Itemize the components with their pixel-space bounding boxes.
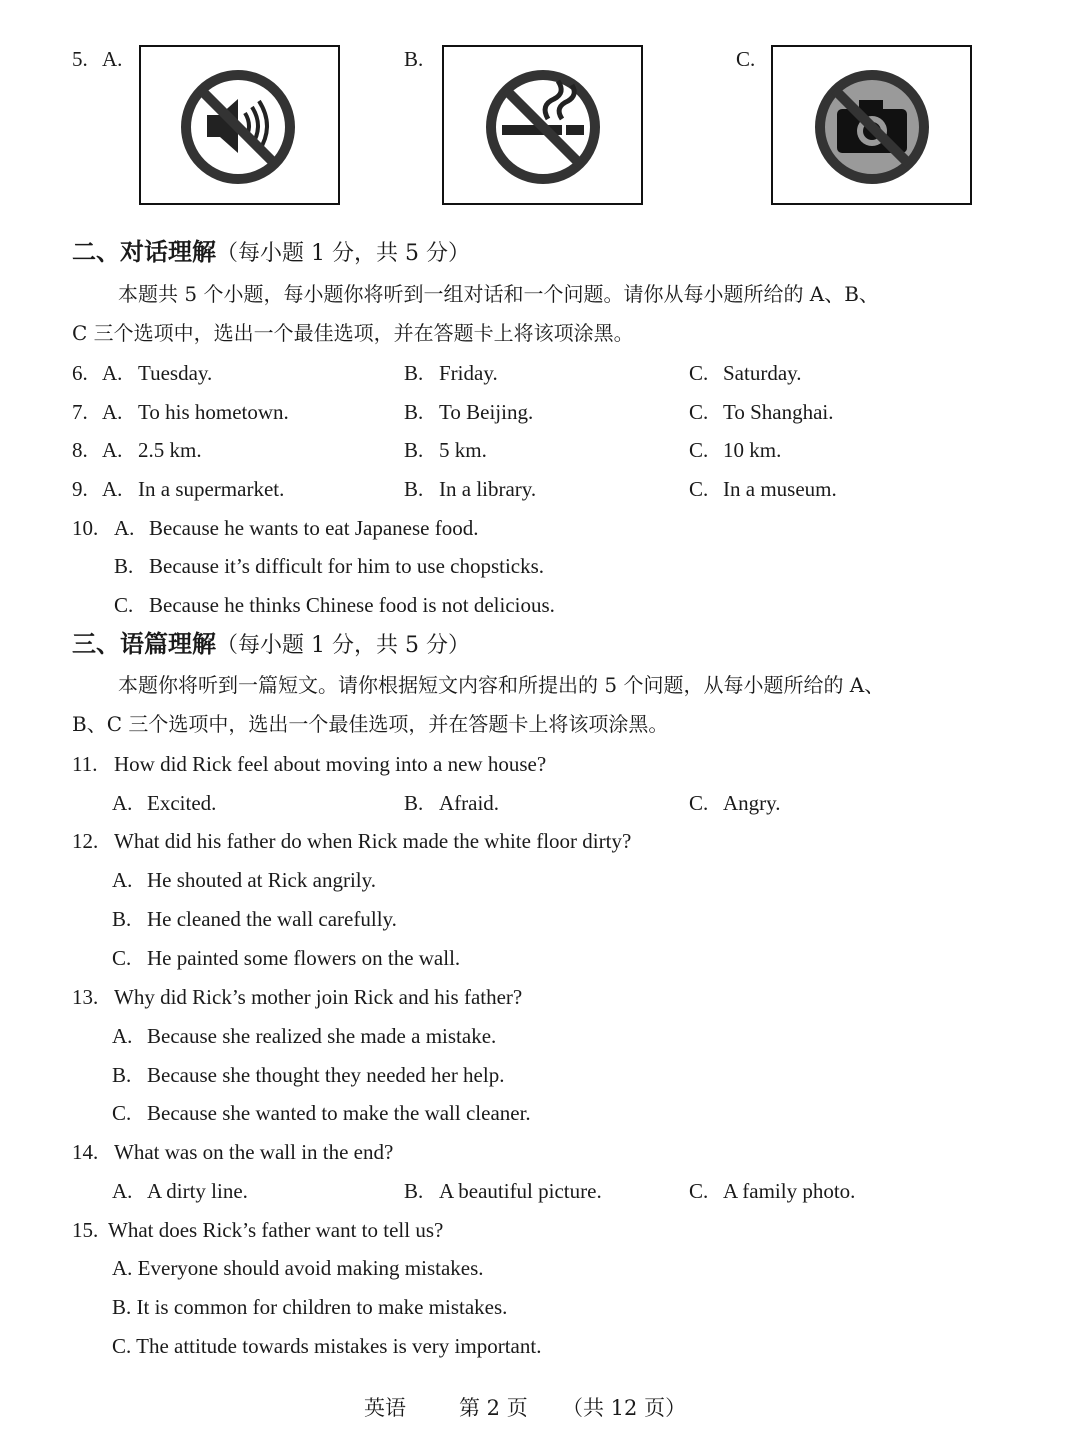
section2-intro-line2: C 三个选项中，选出一个最佳选项，并在答题卡上将该项涂黑。 xyxy=(72,321,634,345)
q6-b-label: B. xyxy=(404,361,424,385)
q8-number: 8. xyxy=(72,438,88,462)
q5-option-a-image xyxy=(139,45,340,205)
q14-question: What was on the wall in the end? xyxy=(114,1140,394,1164)
q5-option-c-image xyxy=(771,45,972,205)
q12-a-text: He shouted at Rick angrily. xyxy=(147,868,377,892)
q14-number: 14. xyxy=(72,1140,99,1164)
q14-a-label: A. xyxy=(112,1179,133,1203)
section2-intro-line1: 本题共 5 个小题，每小题你将听到一组对话和一个问题。请你从每小题所给的 A、B、 xyxy=(118,282,879,306)
q11-question: How did Rick feel about moving into a new house? xyxy=(114,752,547,776)
q11-a-text: Excited. xyxy=(147,791,217,815)
q13-question: Why did Rick’s mother join Rick and his father? xyxy=(114,985,523,1009)
q12-number: 12. xyxy=(72,829,99,853)
q14-c-text: A family photo. xyxy=(723,1179,856,1203)
q15-question: What does Rick’s father want to tell us? xyxy=(108,1218,444,1242)
q9-a-text: In a supermarket. xyxy=(138,477,285,501)
q9-c-text: In a museum. xyxy=(723,477,837,501)
q7-c-text: To Shanghai. xyxy=(723,400,834,424)
q13-c-text: Because she wanted to make the wall cleaner. xyxy=(147,1101,531,1125)
q8-a-label: A. xyxy=(102,438,123,462)
q6-number: 6. xyxy=(72,361,88,385)
footer-page: 第 2 页 xyxy=(459,1396,528,1420)
no-smoking-icon xyxy=(444,47,641,203)
q8-a-text: 2.5 km. xyxy=(138,438,202,462)
q10-a-text: Because he wants to eat Japanese food. xyxy=(149,516,479,540)
q6-c-text: Saturday. xyxy=(723,361,802,385)
q12-b-text: He cleaned the wall carefully. xyxy=(147,907,397,931)
q6-b-text: Friday. xyxy=(439,361,498,385)
q10-b-label: B. xyxy=(114,554,134,578)
q11-b-text: Afraid. xyxy=(439,791,500,815)
q12-c-label: C. xyxy=(112,946,132,970)
q6-c-label: C. xyxy=(689,361,709,385)
q5-option-c-label: C. xyxy=(736,47,756,71)
q8-b-text: 5 km. xyxy=(439,438,487,462)
no-photo-icon xyxy=(773,47,970,203)
q11-a-label: A. xyxy=(112,791,133,815)
q8-b-label: B. xyxy=(404,438,424,462)
q10-number: 10. xyxy=(72,516,99,540)
q13-b-text: Because she thought they needed her help. xyxy=(147,1063,505,1087)
section2-heading xyxy=(72,237,470,266)
q11-c-label: C. xyxy=(689,791,709,815)
section3-intro-line2: B、C 三个选项中，选出一个最佳选项，并在答题卡上将该项涂黑。 xyxy=(72,712,669,736)
q15-option-c: C. The attitude towards mistakes is very important. xyxy=(112,1334,542,1358)
q13-a-label: A. xyxy=(112,1024,133,1048)
q9-number: 9. xyxy=(72,477,88,501)
section2-title: 二、对话理解 xyxy=(72,237,216,266)
q12-b-label: B. xyxy=(112,907,132,931)
q12-a-label: A. xyxy=(112,868,133,892)
q7-a-label: A. xyxy=(102,400,123,424)
q14-a-text: A dirty line. xyxy=(147,1179,248,1203)
q13-number: 13. xyxy=(72,985,99,1009)
q9-c-label: C. xyxy=(689,477,709,501)
q10-c-label: C. xyxy=(114,593,134,617)
section3-title: 三、语篇理解 xyxy=(72,629,216,658)
q5-option-b-image xyxy=(442,45,643,205)
q5-number: 5. xyxy=(72,47,88,71)
q14-c-label: C. xyxy=(689,1179,709,1203)
q15-number: 15. xyxy=(72,1218,99,1242)
q8-c-label: C. xyxy=(689,438,709,462)
q7-a-text: To his hometown. xyxy=(138,400,289,424)
q12-question: What did his father do when Rick made the white floor dirty? xyxy=(114,829,632,853)
q10-a-label: A. xyxy=(114,516,135,540)
section3-heading xyxy=(72,629,470,658)
q9-a-label: A. xyxy=(102,477,123,501)
q7-c-label: C. xyxy=(689,400,709,424)
q8-c-text: 10 km. xyxy=(723,438,782,462)
q10-b-text: Because it’s difficult for him to use chopsticks. xyxy=(149,554,545,578)
q15-option-a: A. Everyone should avoid making mistakes. xyxy=(112,1256,484,1280)
q5-option-b-label: B. xyxy=(404,47,424,71)
no-sound-icon xyxy=(141,47,338,203)
q11-c-text: Angry. xyxy=(723,791,781,815)
q14-b-text: A beautiful picture. xyxy=(439,1179,602,1203)
q13-a-text: Because she realized she made a mistake. xyxy=(147,1024,497,1048)
q13-c-label: C. xyxy=(112,1101,132,1125)
q9-b-label: B. xyxy=(404,477,424,501)
section3-score: （每小题 1 分，共 5 分） xyxy=(216,633,470,658)
q5-option-a-label: A. xyxy=(102,47,123,71)
q14-b-label: B. xyxy=(404,1179,424,1203)
q7-b-text: To Beijing. xyxy=(439,400,534,424)
section3-intro-line1: 本题你将听到一篇短文。请你根据短文内容和所提出的 5 个问题，从每小题所给的 A、 xyxy=(118,673,885,697)
footer-subject: 英语 xyxy=(364,1396,406,1420)
q11-b-label: B. xyxy=(404,791,424,815)
q7-number: 7. xyxy=(72,400,88,424)
q7-b-label: B. xyxy=(404,400,424,424)
q10-c-text: Because he thinks Chinese food is not delicious. xyxy=(149,593,555,617)
q6-a-text: Tuesday. xyxy=(138,361,213,385)
footer-total: （共 12 页） xyxy=(562,1396,687,1420)
q6-a-label: A. xyxy=(102,361,123,385)
section2-score: （每小题 1 分，共 5 分） xyxy=(216,241,470,266)
q12-c-text: He painted some flowers on the wall. xyxy=(147,946,461,970)
q9-b-text: In a library. xyxy=(439,477,537,501)
q13-b-label: B. xyxy=(112,1063,132,1087)
q11-number: 11. xyxy=(72,752,98,776)
q15-option-b: B. It is common for children to make mistakes. xyxy=(112,1295,508,1319)
